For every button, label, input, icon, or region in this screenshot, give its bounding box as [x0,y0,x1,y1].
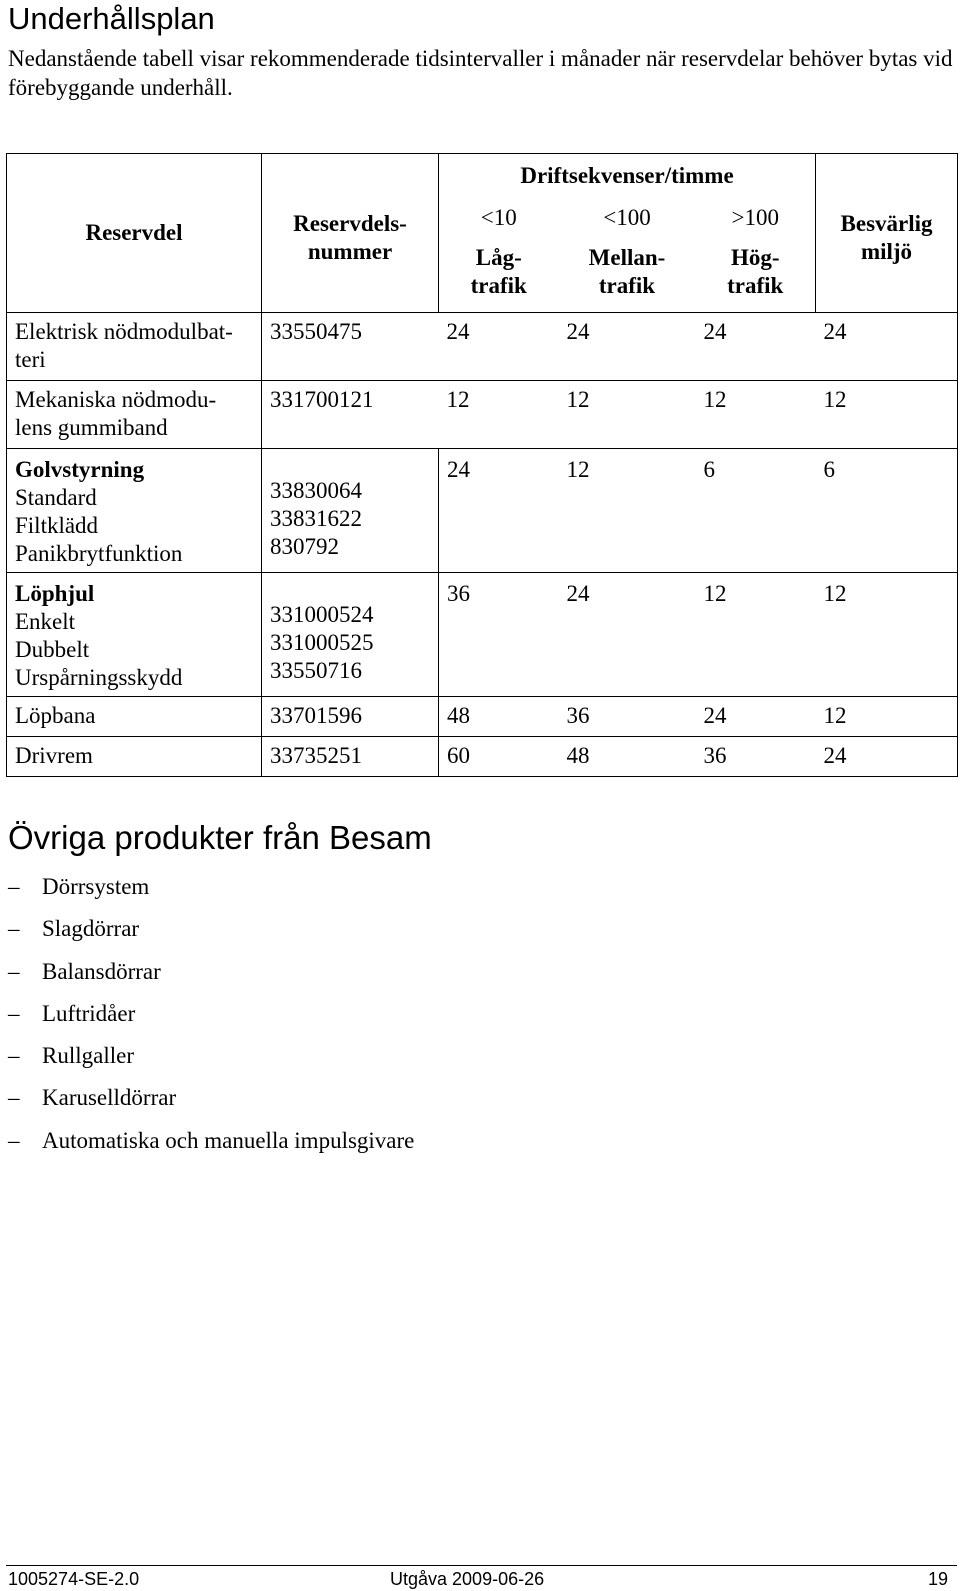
cell-low-traffic: 24 [439,449,559,573]
header-traffic-mid: Mellan- trafik [559,244,696,313]
list-item [8,995,414,1037]
cell-part-number: 331700121 [262,381,439,449]
cell-part-number: 331000524 331000525 33550716 [262,573,439,697]
cell-high-traffic: 24 [696,313,816,381]
table-row [7,737,958,777]
dash-bullet: – [8,1085,20,1111]
cell-part-number: 33735251 [262,737,439,777]
header-traffic-high: Hög- trafik [696,244,816,313]
list-item [8,1037,414,1079]
cell-part-number: 33830064 33831622 830792 [262,449,439,573]
dash-bullet: – [8,874,20,899]
dash-bullet: – [8,958,20,984]
dash-bullet: – [8,1000,20,1026]
header-traffic-low: Låg- trafik [439,244,559,313]
cell-mid-traffic: 36 [559,697,696,737]
cell-mid-traffic: 24 [559,313,696,381]
cell-harsh: 6 [816,449,958,573]
cell-harsh: 12 [816,697,958,737]
list-item-label: Rullgaller [42,1043,134,1069]
cell-low-traffic: 48 [439,697,559,737]
cell-low-traffic: 36 [439,573,559,697]
cell-part [7,449,262,573]
header-harsh-environment: Besvärlig miljö [816,154,958,313]
footer-divider [6,1565,957,1566]
list-item-label: Dörrsystem [42,874,150,899]
cell-high-traffic: 24 [696,697,816,737]
cell-harsh: 24 [816,737,958,777]
maintenance-table [6,153,958,777]
cell-mid-traffic: 12 [559,381,696,449]
part-group-title: Golvstyrning [15,457,145,482]
intro-text: Nedanstående tabell visar rekommenderade tidsintervaller i månader när reservdelar behöver bytas vid förebyggande underhåll. [8,46,953,100]
footer-edition: Utgåva 2009-06-26 [390,1569,545,1589]
header-part: Reservdel [7,154,262,313]
cell-part [7,573,262,697]
cell-low-traffic: 24 [439,313,559,381]
list-item [8,868,414,910]
list-item [8,953,414,995]
header-range-high: >100 [696,198,816,244]
cell-part-number: 33550475 [262,313,439,381]
table-header [7,154,958,313]
table-row [7,697,958,737]
cell-low-traffic: 60 [439,737,559,777]
header-range-mid: <100 [603,205,651,230]
list-item-label: Balansdörrar [42,958,161,984]
dash-bullet: – [8,1043,20,1069]
cell-low-traffic: 12 [439,381,559,449]
header-part-number: Reservdels- nummer [262,154,439,313]
part-group-items: Enkelt Dubbelt Urspårningsskydd [15,609,183,690]
header-range-low: <10 [439,198,559,244]
part-group-title: Löphjul [15,581,95,606]
cell-high-traffic: 6 [696,449,816,573]
cell-mid-traffic: 12 [559,449,696,573]
cell-part: Drivrem [7,737,262,777]
cell-harsh: 12 [816,381,958,449]
table-row [7,313,958,381]
cell-harsh: 12 [816,573,958,697]
dash-bullet: – [8,1127,20,1153]
footer-document-number: 1005274-SE-2.0 [8,1569,140,1589]
header-operating-frequency: Driftsekvenser/timme [439,154,816,199]
cell-part: Elektrisk nödmodulbat- teri [7,313,262,381]
list-item [8,1079,414,1121]
cell-high-traffic: 12 [696,381,816,449]
product-list [8,868,414,1164]
footer-page-number: 19 [927,1569,948,1589]
table-row [7,381,958,449]
cell-part-number: 33701596 [262,697,439,737]
list-item-label: Automatiska och manuella impulsgivare [42,1127,415,1153]
list-item [8,1122,414,1164]
cell-part: Mekaniska nödmodu- lens gummiband [7,381,262,449]
cell-part: Löpbana [7,697,262,737]
list-item-label: Slagdörrar [42,916,140,942]
list-item-label: Karuselldörrar [42,1085,177,1111]
list-item [8,910,414,952]
list-item-label: Luftridåer [42,1000,136,1026]
dash-bullet: – [8,916,20,942]
cell-high-traffic: 12 [696,573,816,697]
cell-mid-traffic: 24 [559,573,696,697]
cell-mid-traffic: 48 [559,737,696,777]
section-title: Övriga produkter från Besam [8,819,432,856]
cell-harsh: 24 [816,313,958,381]
part-group-items: Standard Filtklädd Panikbrytfunktion [15,485,183,566]
table-row [7,449,958,573]
page-title: Underhållsplan [8,1,215,36]
cell-high-traffic: 36 [696,737,816,777]
table-row [7,573,958,697]
